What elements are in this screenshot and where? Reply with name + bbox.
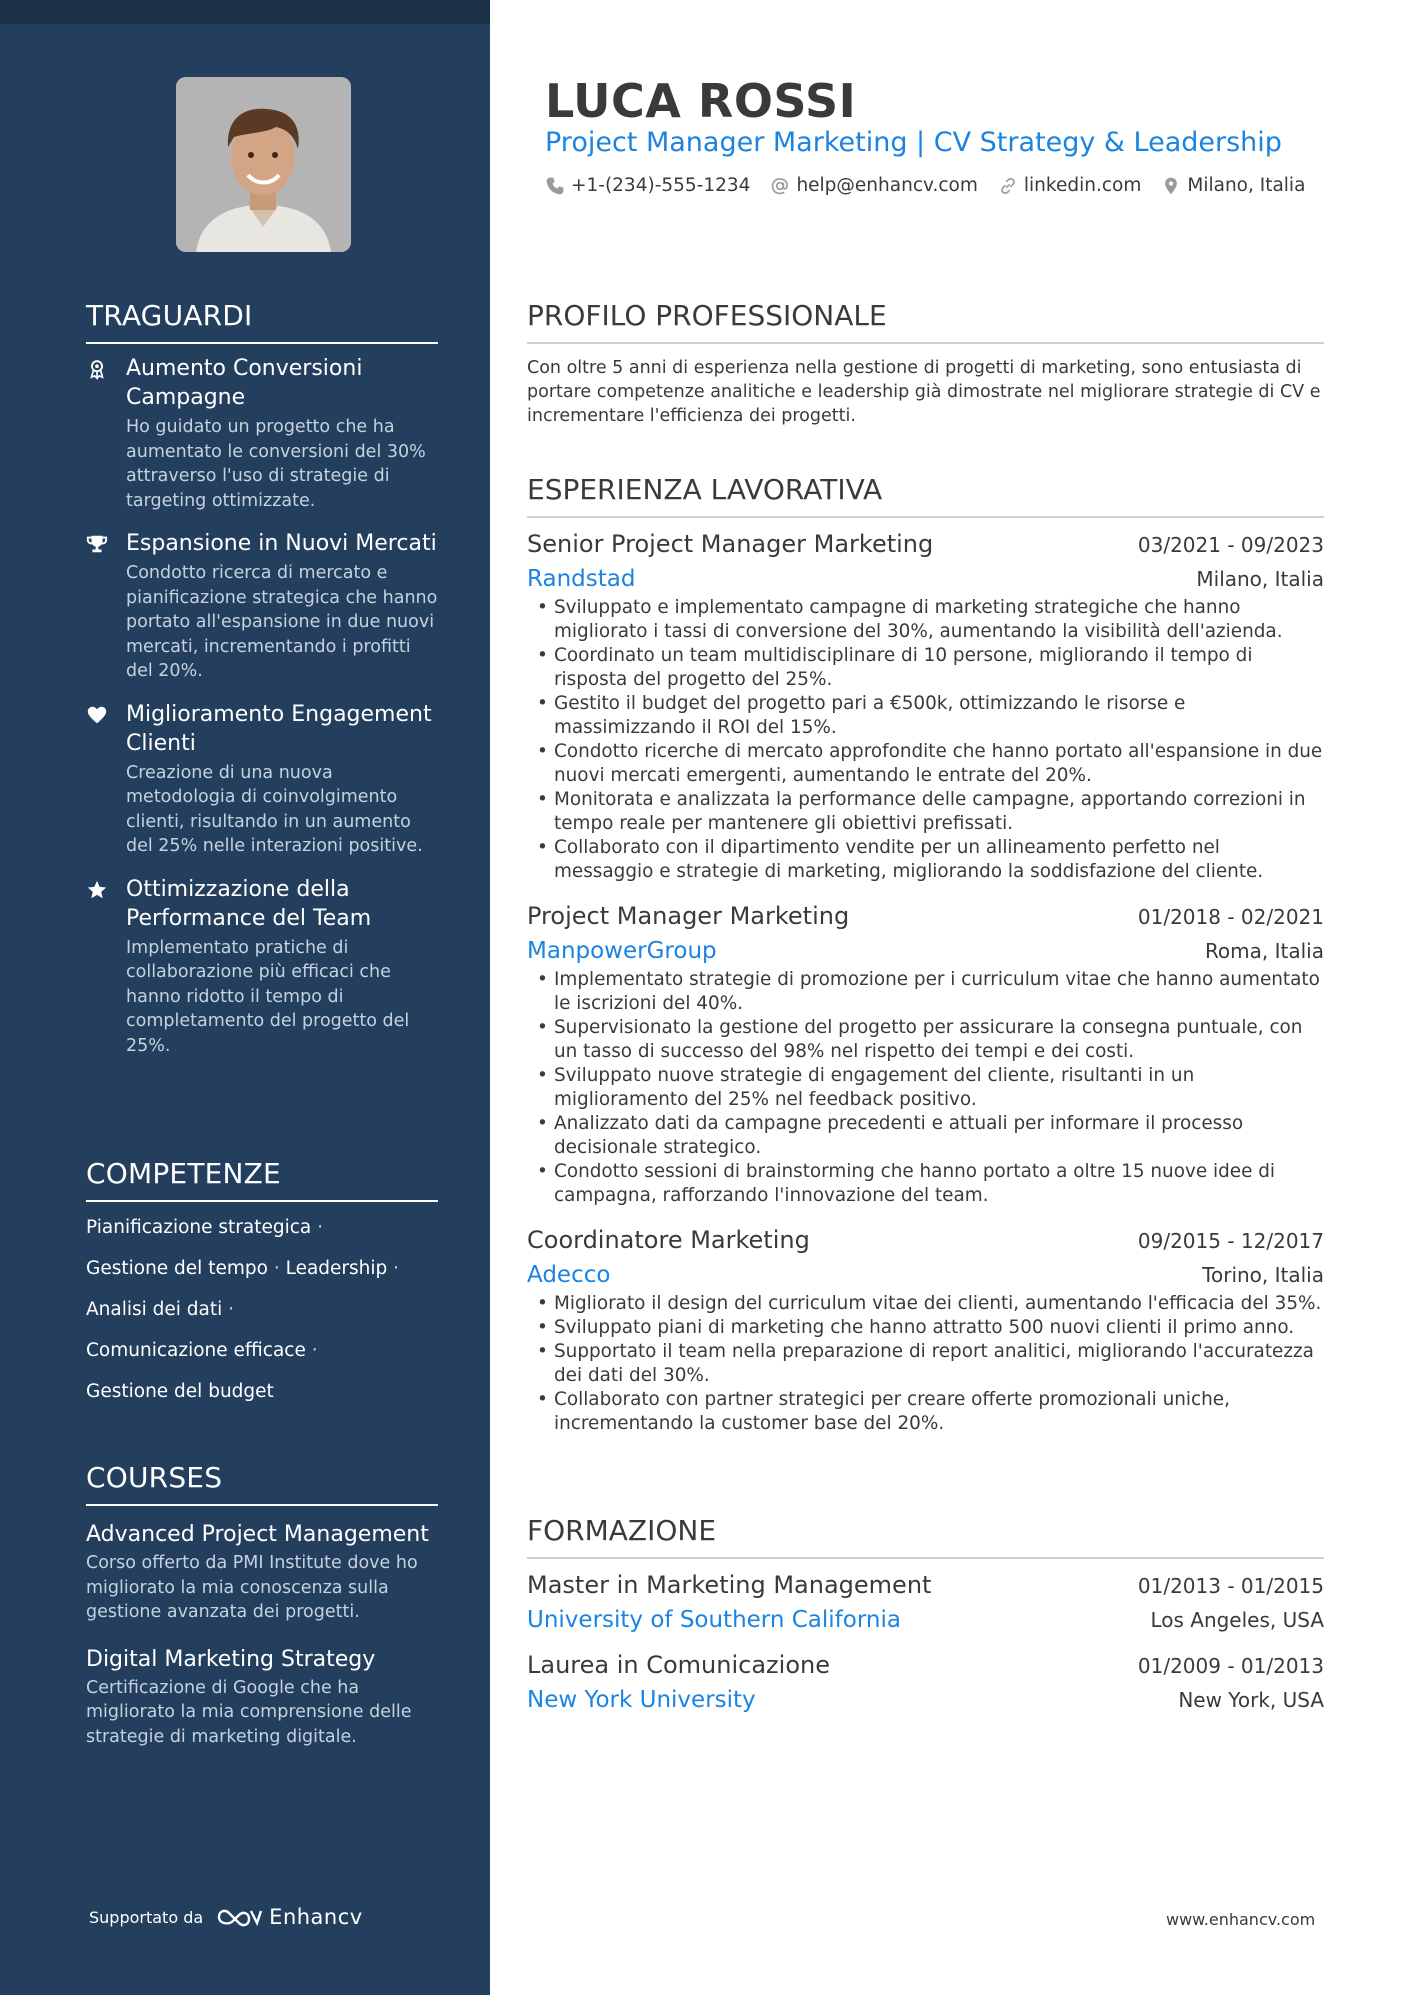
achievements-title: TRAGUARDI bbox=[86, 299, 438, 344]
job-location: Roma, Italia bbox=[1204, 939, 1324, 963]
job-bullet: • Gestito il budget del progetto pari a €500k, ottimizzando le risorse e massimizzando il ROI del 15%. bbox=[527, 692, 1324, 740]
job-entry bbox=[527, 902, 1324, 1208]
job-bullet: • Collaborato con il dipartimento vendite per un allineamento perfetto nel messaggio e strategie di marketing, migliorando la soddisfazione del cliente. bbox=[527, 836, 1324, 884]
job-bullet: • Analizzato dati da campagne precedenti e attuali per informare il processo decisionale strategico. bbox=[527, 1112, 1324, 1160]
achievement-description: Creazione di una nuova metodologia di coinvolgimento clienti, risultando in un aumento del 25% nelle interazioni positive. bbox=[126, 762, 423, 856]
achievement-item bbox=[86, 700, 438, 859]
skill: Gestione del tempo bbox=[86, 1258, 268, 1279]
company-name[interactable]: Adecco bbox=[527, 1262, 611, 1288]
job-bullet: • Supervisionato la gestione del progetto per assicurare la consegna puntuale, con un tasso di successo del 98% nel rispetto dei tempi e dei costi. bbox=[527, 1016, 1324, 1064]
contact-linkedin-text: linkedin.com bbox=[1023, 175, 1142, 196]
heart-icon bbox=[86, 704, 108, 726]
enhancv-logo[interactable] bbox=[215, 1905, 363, 1929]
footer-website-link[interactable]: www.enhancv.com bbox=[1166, 1910, 1316, 1929]
job-title: Project Manager Marketing bbox=[527, 902, 850, 930]
degree-title: Master in Marketing Management bbox=[527, 1571, 932, 1599]
job-dates: 09/2015 - 12/2017 bbox=[1137, 1229, 1324, 1253]
achievement-title: Miglioramento Engagement Clienti bbox=[126, 701, 432, 756]
school-location: New York, USA bbox=[1178, 1688, 1324, 1712]
course-title: Advanced Project Management bbox=[86, 1522, 429, 1547]
education-entry bbox=[527, 1571, 1324, 1633]
contact-email-text: help@enhancv.com bbox=[796, 175, 978, 196]
enhancv-logo-icon bbox=[215, 1905, 263, 1929]
job-bullet: • Monitorata e analizzata la performance delle campagne, apportando correzioni in tempo reale per mantenere gli obiettivi prefissati. bbox=[527, 788, 1324, 836]
job-bullet: • Sviluppato piani di marketing che hanno attratto 500 nuovi clienti il primo anno. bbox=[527, 1316, 1324, 1340]
skill-separator: · bbox=[273, 1258, 280, 1279]
skill: Gestione del budget bbox=[86, 1381, 274, 1402]
skill: Leadership bbox=[285, 1258, 388, 1279]
courses-section bbox=[86, 1461, 438, 1749]
achievement-title: Aumento Conversioni Campagne bbox=[126, 356, 363, 410]
education-title: FORMAZIONE bbox=[527, 1514, 1324, 1559]
job-title: Senior Project Manager Marketing bbox=[527, 530, 934, 558]
achievement-item bbox=[86, 875, 438, 1059]
sidebar bbox=[0, 0, 490, 1995]
course-description: Corso offerto da PMI Institute dove ho migliorato la mia conoscenza sulla gestione avanzata dei progetti. bbox=[86, 1553, 418, 1622]
education-section bbox=[527, 1514, 1324, 1713]
profile-section bbox=[527, 299, 1324, 428]
job-entry bbox=[527, 1226, 1324, 1436]
achievement-title: Espansione in Nuovi Mercati bbox=[126, 531, 437, 556]
skill: Analisi dei dati bbox=[86, 1299, 223, 1320]
school-name[interactable]: University of Southern California bbox=[527, 1607, 901, 1633]
skill-separator: · bbox=[393, 1258, 400, 1279]
candidate-name: LUCA ROSSI bbox=[545, 74, 857, 128]
job-bullet: • Coordinato un team multidisciplinare di 10 persone, migliorando il tempo di risposta del progetto del 25%. bbox=[527, 644, 1324, 692]
experience-section bbox=[527, 473, 1324, 1436]
achievement-description: Implementato pratiche di collaborazione più efficaci che hanno ridotto il tempo di completamento del progetto del 25%. bbox=[126, 937, 410, 1056]
job-bullet: • Collaborato con partner strategici per creare offerte promozionali uniche, incrementando la customer base del 20%. bbox=[527, 1388, 1324, 1436]
experience-title: ESPERIENZA LAVORATIVA bbox=[527, 473, 1324, 518]
skill-separator: · bbox=[228, 1299, 235, 1320]
skill: Pianificazione strategica bbox=[86, 1217, 312, 1238]
candidate-headline: Project Manager Marketing | CV Strategy & Leadership bbox=[545, 127, 1282, 158]
education-dates: 01/2009 - 01/2013 bbox=[1137, 1654, 1324, 1678]
skill-line bbox=[86, 1380, 438, 1404]
star-icon bbox=[86, 879, 108, 901]
skill-separator: · bbox=[317, 1217, 324, 1238]
school-location: Los Angeles, USA bbox=[1150, 1608, 1324, 1632]
contact-location bbox=[1161, 175, 1305, 196]
brand-name: Enhancv bbox=[269, 1905, 363, 1929]
job-bullet: • Sviluppato nuove strategie di engagement del cliente, risultanti in un miglioramento del 25% nel feedback positivo. bbox=[527, 1064, 1324, 1112]
powered-by-label: Supportato da bbox=[89, 1907, 204, 1927]
achievement-item bbox=[86, 529, 438, 684]
skill-line bbox=[86, 1298, 438, 1322]
skills-section bbox=[86, 1157, 438, 1421]
link-icon bbox=[998, 176, 1018, 196]
at-icon bbox=[770, 176, 790, 196]
job-bullet: • Condotto ricerche di mercato approfondite che hanno portato all'espansione in due nuovi mercati emergenti, aumentando le entrate del 20%. bbox=[527, 740, 1324, 788]
job-location: Milano, Italia bbox=[1196, 567, 1324, 591]
achievement-description: Condotto ricerca di mercato e pianificazione strategica che hanno portato all'espansione in due nuovi mercati, incrementando i profitti del 20%. bbox=[126, 563, 438, 681]
achievement-title: Ottimizzazione della Performance del Team bbox=[126, 876, 372, 931]
job-bullet: • Sviluppato e implementato campagne di marketing strategiche che hanno migliorato i tassi di conversione del 30%, aumentando la visibilità dell'azienda. bbox=[527, 596, 1324, 644]
profile-summary: Con oltre 5 anni di esperienza nella gestione di progetti di marketing, sono entusiasta di portare competenze analitiche e leadership già dimostrate nel migliorare strategie di CV e incrementare l'efficienza dei progetti. bbox=[527, 358, 1321, 426]
powered-by bbox=[89, 1905, 363, 1929]
school-name[interactable]: New York University bbox=[527, 1687, 756, 1713]
achievement-item bbox=[86, 354, 438, 513]
contact-phone[interactable] bbox=[545, 175, 750, 196]
company-name[interactable]: Randstad bbox=[527, 566, 636, 592]
education-dates: 01/2013 - 01/2015 bbox=[1137, 1574, 1324, 1598]
location-pin-icon bbox=[1161, 176, 1181, 196]
job-entry bbox=[527, 530, 1324, 884]
job-bullet: • Supportato il team nella preparazione di report analitici, migliorando l'accuratezza dei dati del 30%. bbox=[527, 1340, 1324, 1388]
job-bullet: • Migliorato il design del curriculum vitae dei clienti, aumentando l'efficacia del 35%. bbox=[527, 1292, 1324, 1316]
avatar bbox=[176, 77, 351, 252]
sidebar-top-bar bbox=[0, 0, 490, 24]
skill-line bbox=[86, 1339, 438, 1363]
course-description: Certificazione di Google che ha migliorato la mia comprensione delle strategie di marketing digitale. bbox=[86, 1677, 412, 1747]
company-name[interactable]: ManpowerGroup bbox=[527, 938, 717, 964]
course-title: Digital Marketing Strategy bbox=[86, 1646, 376, 1672]
achievements-section bbox=[86, 299, 438, 1074]
job-title: Coordinatore Marketing bbox=[527, 1226, 810, 1254]
phone-icon bbox=[545, 176, 565, 196]
courses-title: COURSES bbox=[86, 1461, 438, 1506]
contact-email[interactable] bbox=[770, 175, 977, 196]
skill-separator: · bbox=[311, 1340, 318, 1361]
contact-location-text: Milano, Italia bbox=[1187, 175, 1306, 196]
job-bullet: • Condotto sessioni di brainstorming che hanno portato a oltre 15 nuove idee di campagna, rafforzando l'innovazione del team. bbox=[527, 1160, 1324, 1208]
job-bullet: • Implementato strategie di promozione per i curriculum vitae che hanno aumentato le iscrizioni del 40%. bbox=[527, 968, 1324, 1016]
course-item bbox=[86, 1520, 438, 1625]
achievement-description: Ho guidato un progetto che ha aumentato le conversioni del 30% attraverso l'uso di strategie di targeting ottimizzate. bbox=[126, 417, 426, 511]
degree-title: Laurea in Comunicazione bbox=[527, 1651, 830, 1679]
skill: Comunicazione efficace bbox=[86, 1340, 306, 1361]
profile-title: PROFILO PROFESSIONALE bbox=[527, 299, 1324, 344]
contact-linkedin[interactable] bbox=[998, 175, 1141, 196]
skill-line bbox=[86, 1216, 438, 1240]
job-dates: 03/2021 - 09/2023 bbox=[1137, 533, 1324, 557]
profile-photo bbox=[176, 77, 351, 252]
job-dates: 01/2018 - 02/2021 bbox=[1137, 905, 1324, 929]
trophy-icon bbox=[86, 533, 108, 555]
skills-title: COMPETENZE bbox=[86, 1157, 438, 1202]
contact-phone-text: +1-(234)-555-1234 bbox=[571, 175, 751, 196]
skill-line bbox=[86, 1257, 438, 1281]
award-icon bbox=[86, 358, 108, 380]
contact-bar bbox=[545, 175, 1325, 196]
course-item bbox=[86, 1645, 438, 1750]
education-entry bbox=[527, 1651, 1324, 1713]
job-location: Torino, Italia bbox=[1202, 1263, 1324, 1287]
